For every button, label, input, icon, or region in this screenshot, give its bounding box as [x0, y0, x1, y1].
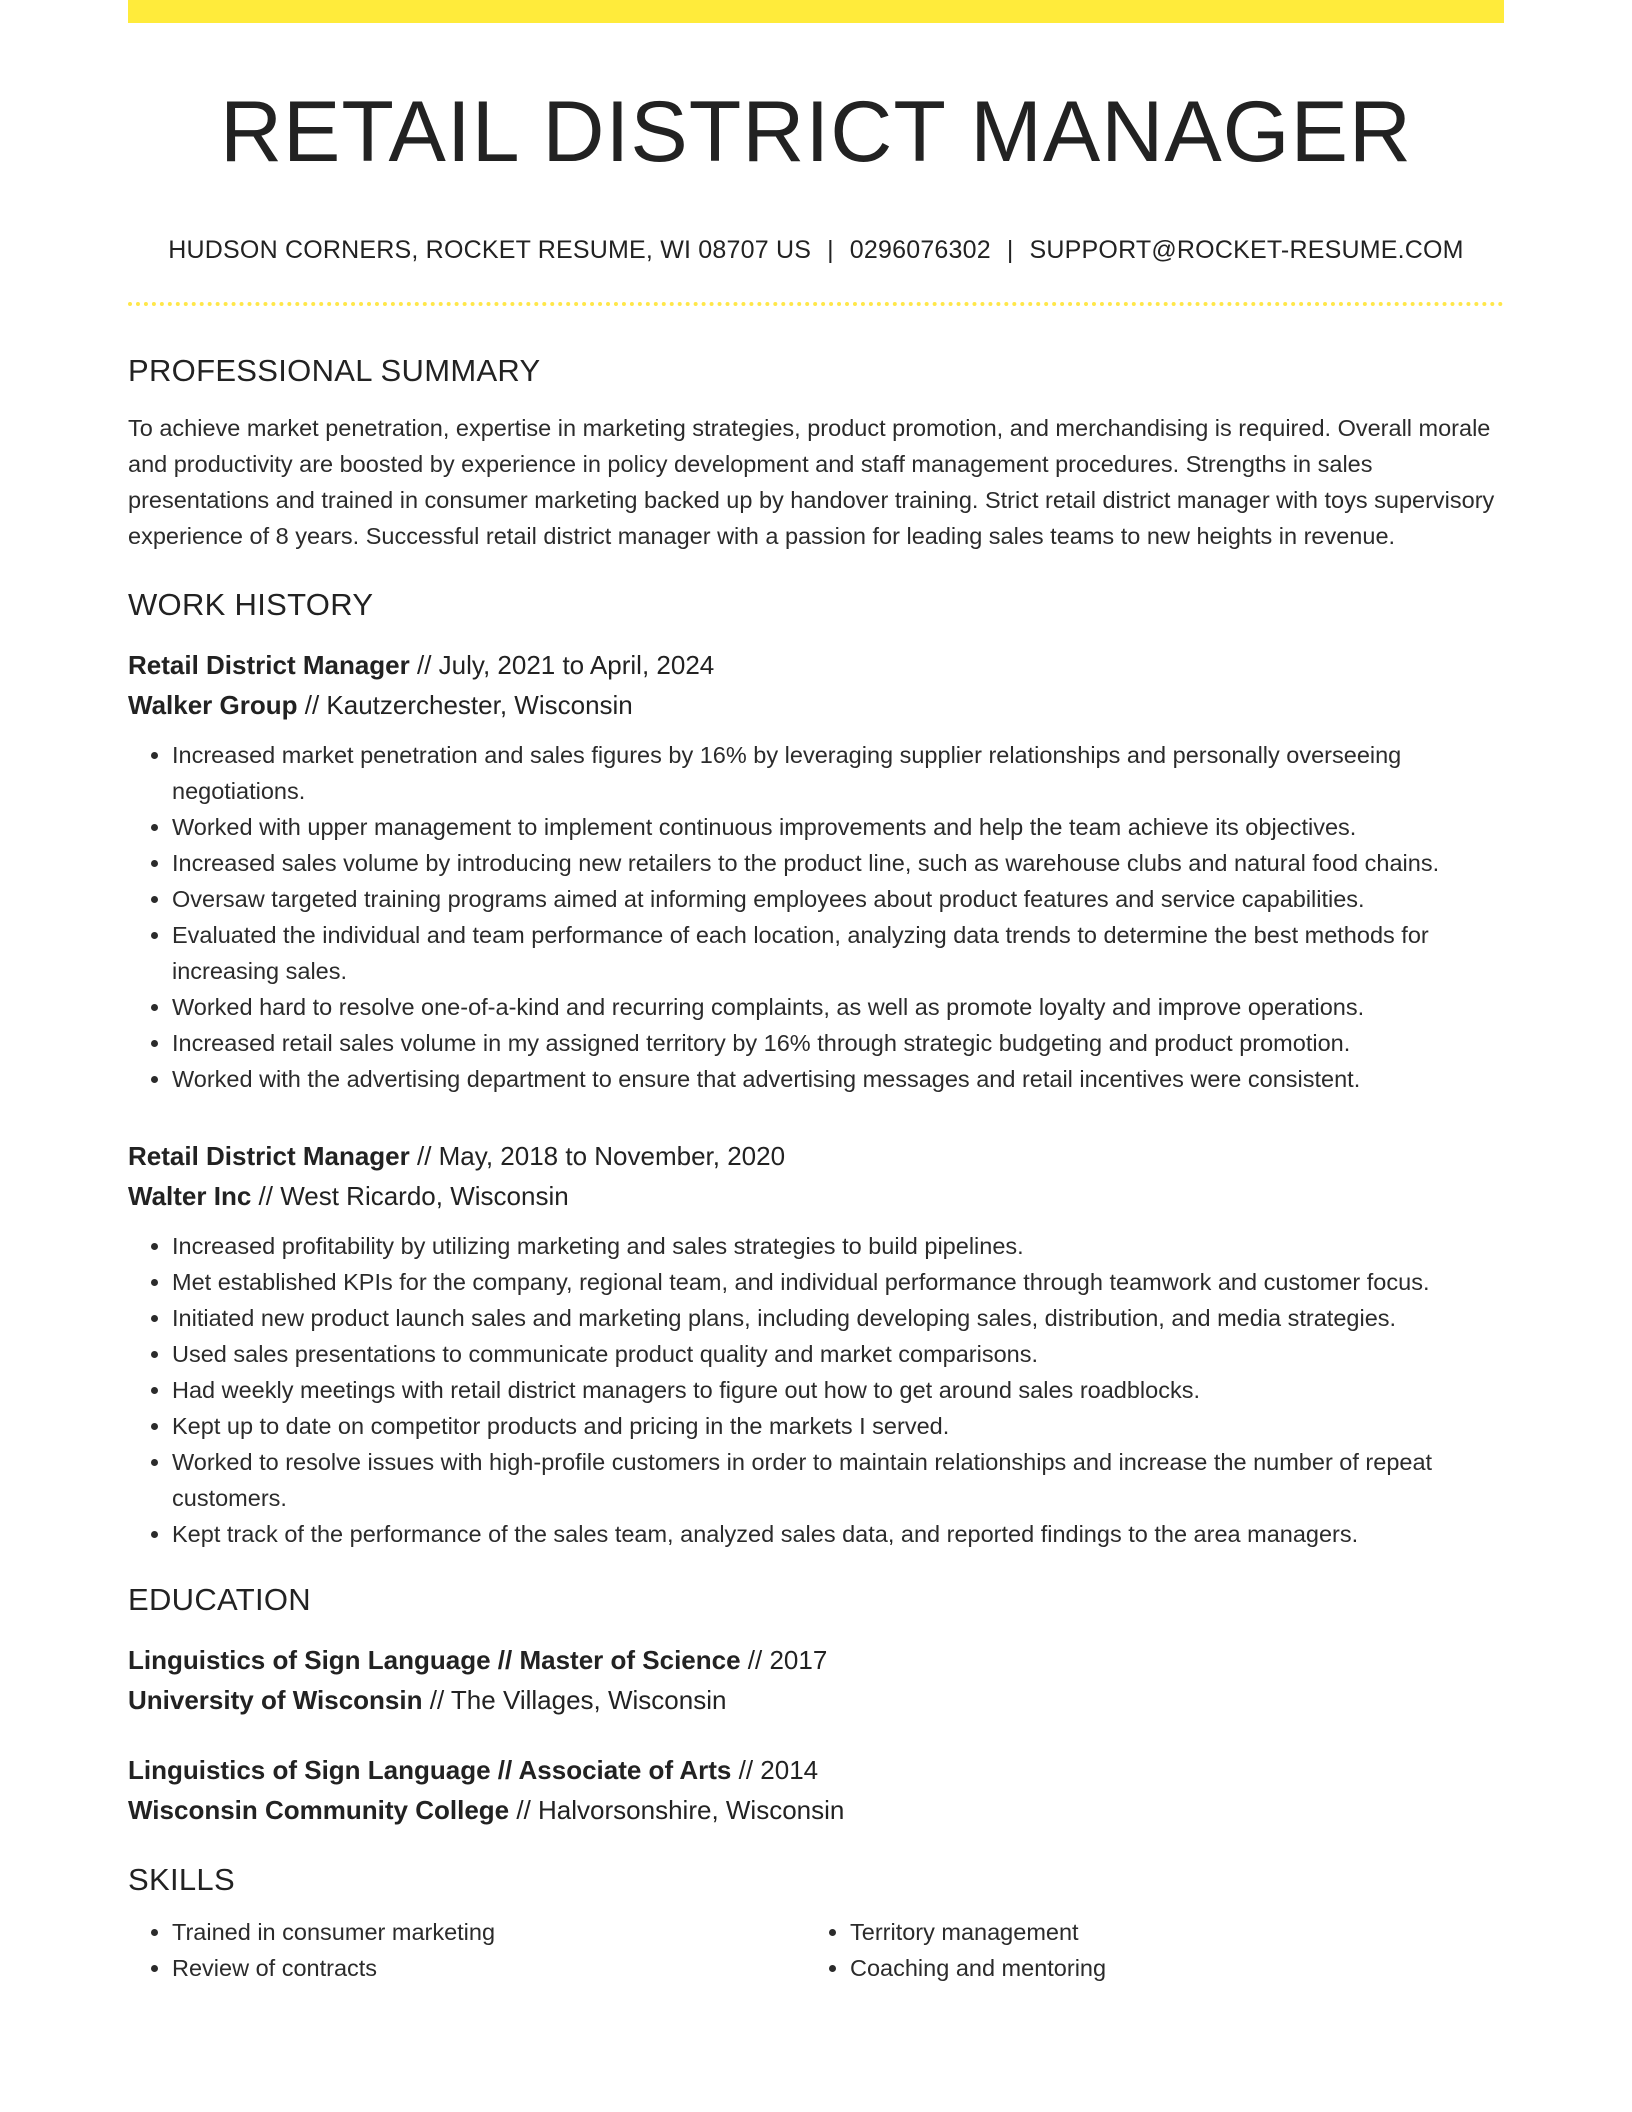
skills-section [128, 1862, 1504, 1986]
job-title: Retail District Manager [128, 649, 410, 680]
education-heading: EDUCATION [128, 1581, 311, 1617]
list-item: • Had weekly meetings with retail district managers to figure out how to get around sales roadblocks. [172, 1372, 1504, 1408]
work-history-heading: WORK HISTORY [128, 586, 374, 622]
school-location: // Halvorsonshire, Wisconsin [509, 1794, 845, 1825]
list-item: • Worked with the advertising department to ensure that advertising messages and retail incentives were consistent. [172, 1061, 1504, 1097]
list-item: • Initiated new product launch sales and marketing plans, including developing sales, distribution, and media strategies. [172, 1300, 1504, 1336]
work-history-section [128, 587, 1504, 1552]
job-title-line [128, 645, 1504, 685]
list-item: • Oversaw targeted training programs aimed at informing employees about product features and service capabilities. [172, 881, 1504, 917]
school-location: // The Villages, Wisconsin [422, 1684, 727, 1715]
job-company: Walter Inc [128, 1180, 252, 1211]
education-section [128, 1582, 1504, 1830]
list-item: • Increased market penetration and sales figures by 16% by leveraging supplier relationships and personally overseeing negotiations. [172, 737, 1504, 809]
job-company-line [128, 685, 1504, 725]
school-line [128, 1680, 1504, 1720]
skills-heading: SKILLS [128, 1861, 235, 1897]
contact-line [128, 236, 1504, 265]
job-bullets [128, 737, 1504, 1097]
list-item: • Used sales presentations to communicate product quality and market comparisons. [172, 1336, 1504, 1372]
contact-email[interactable]: SUPPORT@ROCKET-RESUME.COM [1029, 235, 1464, 264]
job-entry [128, 1136, 1504, 1552]
accent-top-bar [128, 0, 1504, 23]
job-location: // West Ricardo, Wisconsin [251, 1180, 569, 1211]
skill-item: • Review of contracts [172, 1950, 806, 1986]
summary-heading: PROFESSIONAL SUMMARY [128, 352, 541, 388]
contact-address: HUDSON CORNERS, ROCKET RESUME, WI 08707 US [168, 235, 812, 264]
degree-year: // 2014 [731, 1754, 819, 1785]
school: University of Wisconsin [128, 1684, 423, 1715]
list-item: • Kept up to date on competitor products and pricing in the markets I served. [172, 1408, 1504, 1444]
resume-page [128, 0, 1504, 1986]
school-line [128, 1790, 1504, 1830]
skill-item: • Territory management [850, 1914, 1484, 1950]
job-title: Retail District Manager [128, 1140, 410, 1171]
education-entry [128, 1640, 1504, 1720]
degree-line [128, 1640, 1504, 1680]
skills-left-column [128, 1914, 806, 1986]
degree: Linguistics of Sign Language // Associate of Arts [128, 1754, 732, 1785]
degree: Linguistics of Sign Language // Master of Science [128, 1644, 741, 1675]
dotted-divider [128, 302, 1504, 306]
contact-separator: | [827, 235, 834, 264]
list-item: • Increased sales volume by introducing new retailers to the product line, such as warehouse clubs and natural food chains. [172, 845, 1504, 881]
job-location: // Kautzerchester, Wisconsin [297, 689, 633, 720]
contact-phone[interactable]: 0296076302 [849, 235, 991, 264]
list-item: • Evaluated the individual and team performance of each location, analyzing data trends to determine the best methods for increasing sales. [172, 917, 1504, 989]
summary-text: To achieve market penetration, expertise in marketing strategies, product promotion, and merchandising is required. Overall morale and productivity are boosted by experience in policy development and staff management procedures. Strengths in sales presentations and trained in consumer marketing backed up by handover training. Strict retail district manager with toys supervisory experience of 8 years. Successful retail district manager with a passion for leading sales teams to new heights in revenue. [128, 414, 1495, 549]
job-company: Walker Group [128, 689, 298, 720]
list-item: • Worked with upper management to implement continuous improvements and help the team achieve its objectives. [172, 809, 1504, 845]
degree-year: // 2017 [740, 1644, 828, 1675]
job-title-line [128, 1136, 1504, 1176]
job-dates: // July, 2021 to April, 2024 [409, 649, 715, 680]
job-company-line [128, 1176, 1504, 1216]
list-item: • Increased retail sales volume in my assigned territory by 16% through strategic budgeting and product promotion. [172, 1025, 1504, 1061]
job-bullets [128, 1228, 1504, 1552]
contact-separator: | [1006, 235, 1014, 264]
skill-item: • Trained in consumer marketing [172, 1914, 806, 1950]
skill-item: • Coaching and mentoring [850, 1950, 1484, 1986]
list-item: • Worked hard to resolve one-of-a-kind and recurring complaints, as well as promote loyalty and improve operations. [172, 989, 1504, 1025]
skills-right-column [806, 1914, 1484, 1986]
resume-title: RETAIL DISTRICT MANAGER [219, 84, 1413, 180]
list-item: • Met established KPIs for the company, regional team, and individual performance through teamwork and customer focus. [172, 1264, 1504, 1300]
job-dates: // May, 2018 to November, 2020 [409, 1140, 786, 1171]
education-entry [128, 1750, 1504, 1830]
degree-line [128, 1750, 1504, 1790]
skills-columns [128, 1914, 1504, 1986]
list-item: • Increased profitability by utilizing marketing and sales strategies to build pipelines. [172, 1228, 1504, 1264]
summary-section [128, 353, 1504, 554]
list-item: • Kept track of the performance of the sales team, analyzed sales data, and reported findings to the area managers. [172, 1516, 1504, 1552]
list-item: • Worked to resolve issues with high-profile customers in order to maintain relationships and increase the number of repeat customers. [172, 1444, 1504, 1516]
job-entry [128, 645, 1504, 1097]
school: Wisconsin Community College [128, 1794, 510, 1825]
